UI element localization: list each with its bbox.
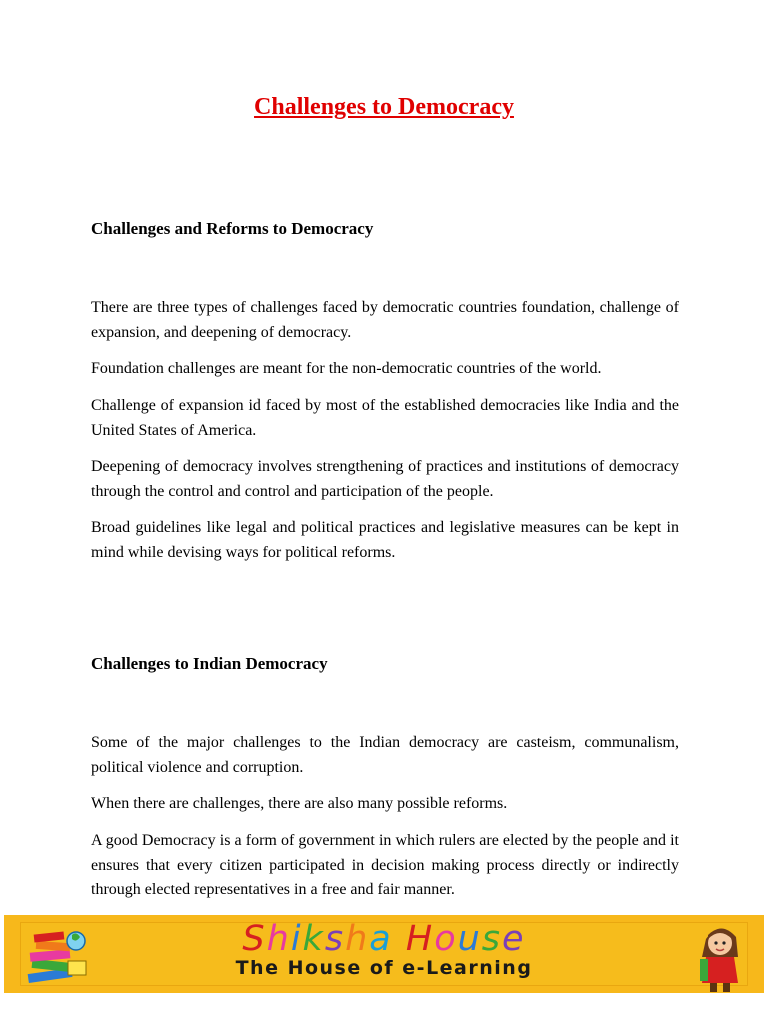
brand-letter: a xyxy=(369,919,393,959)
student-girl-icon xyxy=(692,917,748,993)
brand-letter: u xyxy=(457,919,482,959)
brand-letter: k xyxy=(302,919,325,959)
document-title: Challenges to Democracy xyxy=(254,94,514,120)
paragraph: A good Democracy is a form of government in which rulers are elected by the people and it ensures that every citizen participated in decision making process directly or indirectly through elected representatives in a free and fair manner. xyxy=(91,832,679,898)
brand-letter: i xyxy=(290,919,303,959)
paragraph: Deepening of democracy involves strengthening of practices and institutions of democracy through the control and control and participation of the people. xyxy=(91,458,679,500)
brand-letter: o xyxy=(434,919,458,959)
section-heading-indian-democracy: Challenges to Indian Democracy xyxy=(91,654,328,673)
paragraph: When there are challenges, there are also many possible reforms. xyxy=(91,795,508,812)
brand-letter xyxy=(393,919,406,959)
paragraph: There are three types of challenges faced by democratic countries foundation, challenge of expansion, and deepening of democracy. xyxy=(91,299,679,341)
paragraph: Broad guidelines like legal and political practices and legislative measures can be kept in mind while devising ways for political reforms. xyxy=(91,519,679,561)
brand-letter: H xyxy=(405,919,435,959)
brand-letter: s xyxy=(481,919,503,959)
brand-letter: e xyxy=(502,919,526,959)
brand-letter: s xyxy=(324,919,346,959)
brand-name xyxy=(4,918,764,960)
brand-tagline: The House of e-Learning xyxy=(235,957,533,979)
paragraph: Some of the major challenges to the Indian democracy are casteism, communalism, political violence and corruption. xyxy=(91,734,679,776)
footer-banner xyxy=(4,915,764,993)
paragraph: Challenge of expansion id faced by most of the established democracies like India and the United States of America. xyxy=(91,397,679,439)
brand-letter: h xyxy=(345,919,370,959)
paragraph: Foundation challenges are meant for the non-democratic countries of the world. xyxy=(91,360,602,377)
section-heading-reforms: Challenges and Reforms to Democracy xyxy=(91,219,374,238)
brand-letter: h xyxy=(266,919,291,959)
brand-letter: S xyxy=(242,919,267,959)
